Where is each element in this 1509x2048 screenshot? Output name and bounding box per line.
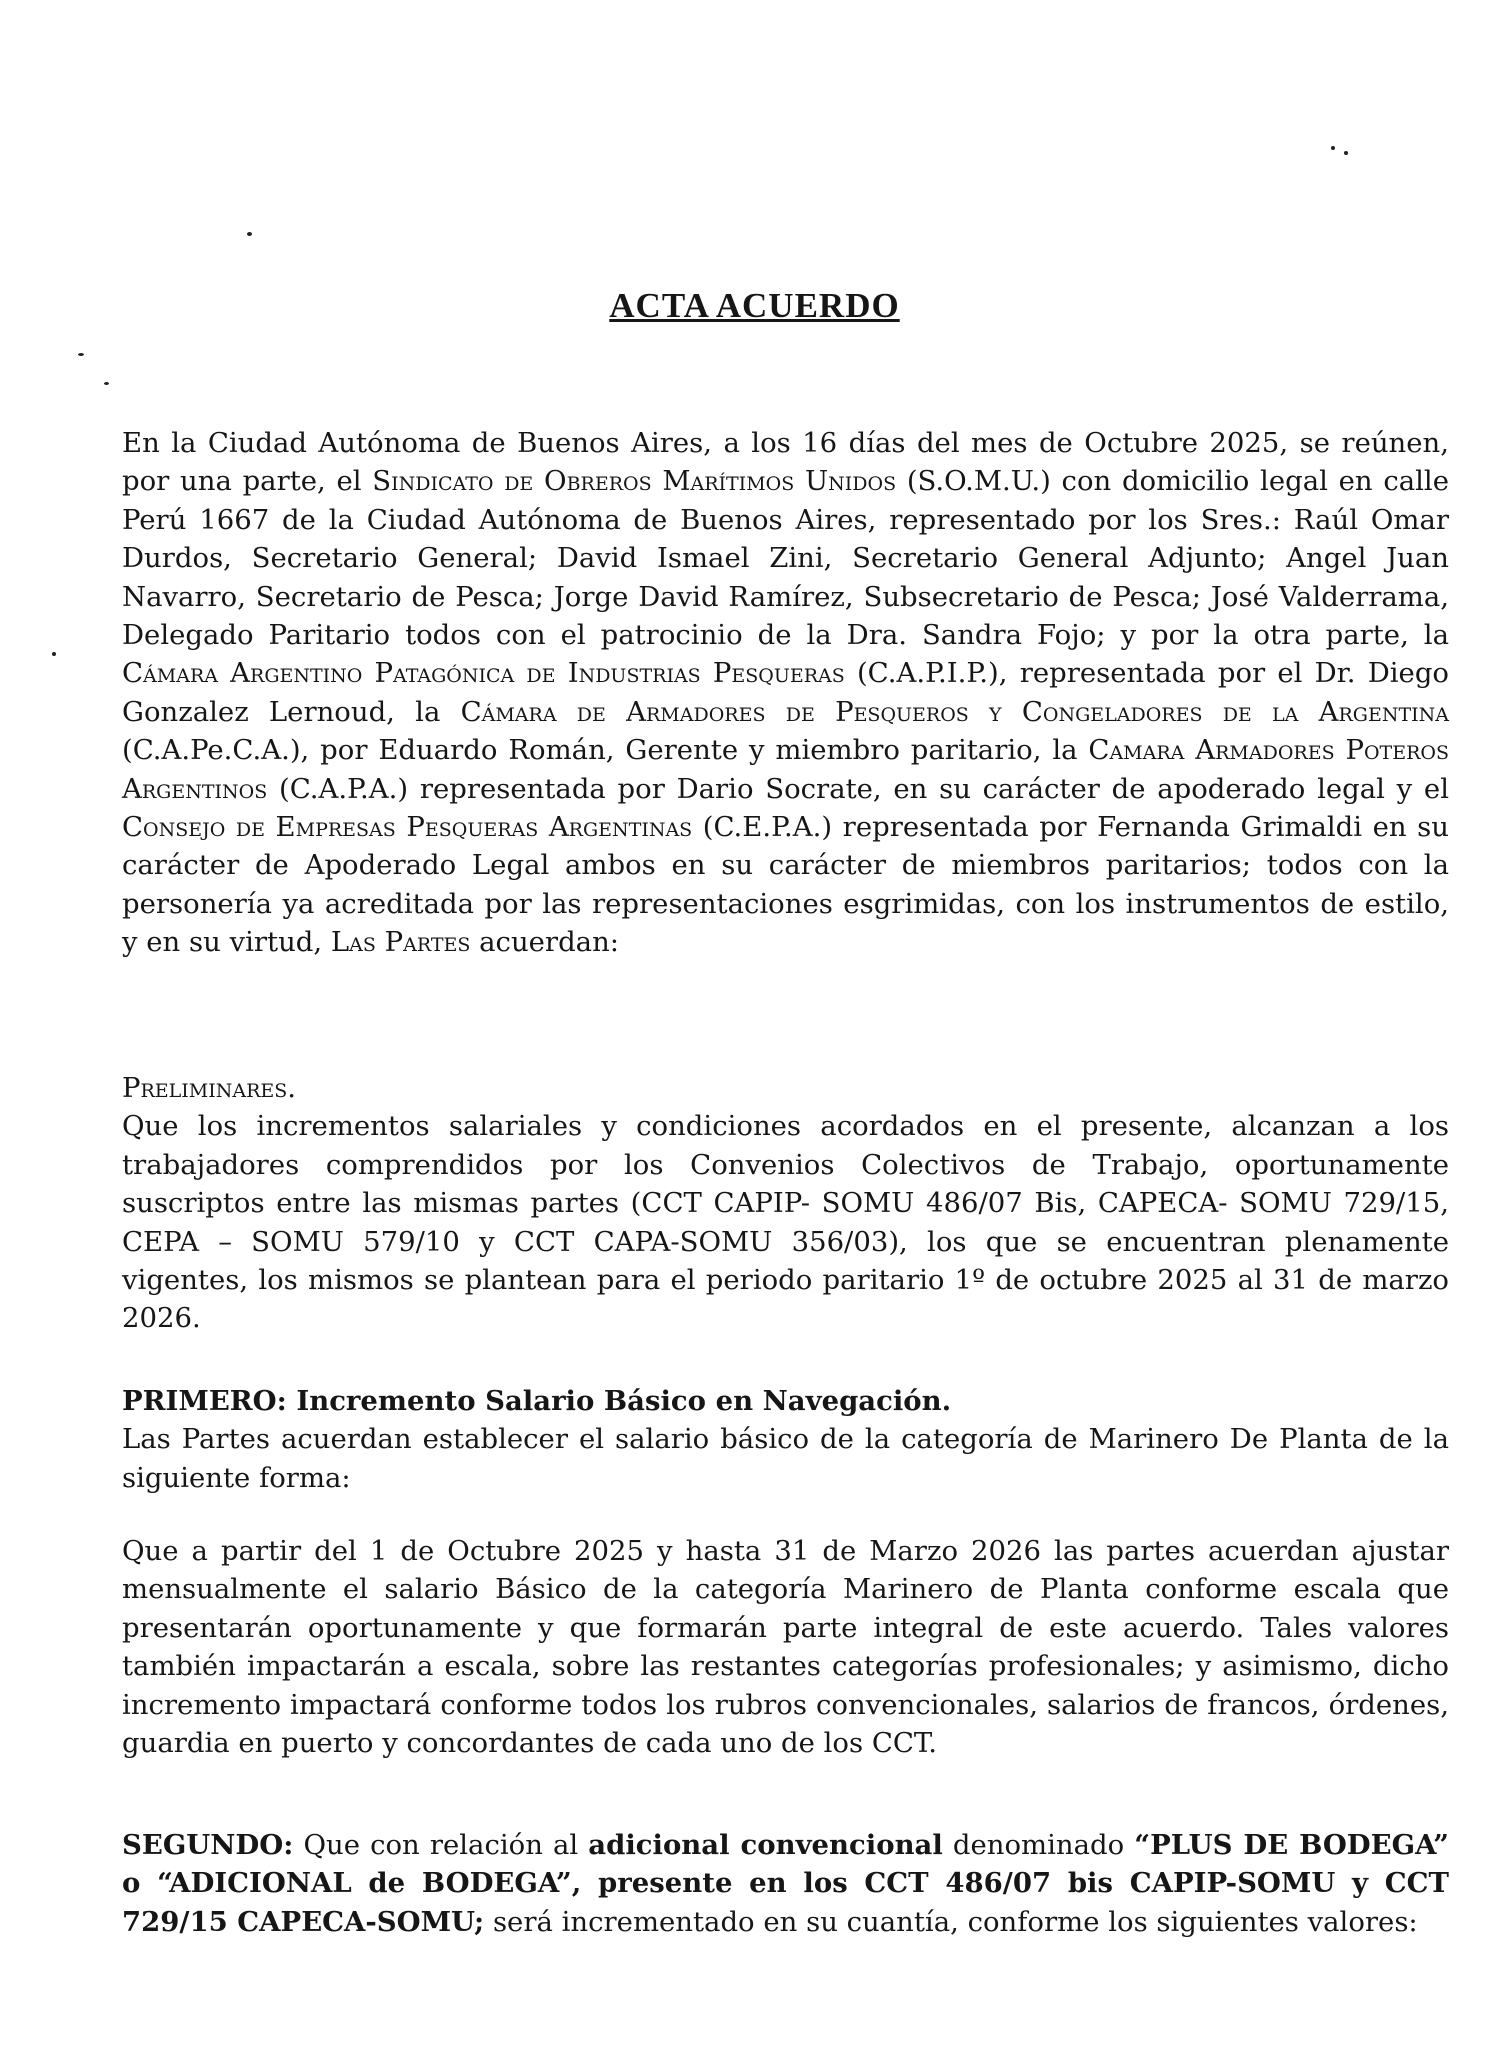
document-title: ACTA ACUERDO: [609, 286, 900, 325]
text-span: (C.E.P.A.) representada por Fernanda Grimaldi en su carácter de Apoderado Legal ambos en su carácter de miembros paritarios; todos con la personería ya acreditada por las representaciones esgrimidas, con los instrumentos de estilo, y en su virtud,: [122, 811, 1450, 959]
council-name: Consejo de Empresas Pesqueras Argentinas: [122, 811, 693, 844]
bold-term: “PLUS DE BODEGA” o “ADICIONAL de BODEGA”, presente en los CCT 486/07 bis CAPIP-SOMU y CCT 729/15 CAPECA-SOMU;: [122, 1829, 1449, 1938]
text-span: (C.A.P.I.P.), representada por el Dr. Diego Gonzalez Lernoud, la: [122, 657, 1449, 728]
text-span: Que con relación al: [293, 1829, 589, 1861]
section-label: SEGUNDO:: [122, 1829, 294, 1861]
text-span: (C.A.P.A.) representada por Dario Socrate, en su carácter de apoderado legal y el: [267, 772, 1449, 805]
text-span: acuerdan:: [470, 926, 620, 959]
section-body: Que a partir del 1 de Octubre 2025 y hasta 31 de Marzo 2026 las partes acuerdan ajustar mensualmente el salario Básico de la categoría Marinero de Planta conforme escala que presentarán oportunamente y que formarán parte integral de este acuerdo. Tales valores también impactarán a escala, sobre las restantes categorías profesionales; y asimismo, dicho incremento impactará conforme todos los rubros convencionales, salarios de francos, órdenes, guardia en puerto y concordantes de cada uno de los CCT.: [122, 1535, 1449, 1760]
text-span: denominado: [942, 1829, 1135, 1861]
scan-speck: [104, 382, 109, 385]
section-body: Que los incrementos salariales y condiciones acordados en el presente, alcanzan a los trabajadores comprendidos por los Convenios Colectivos de Trabajo, oportunamente suscriptos entre las mismas partes (CCT CAPIP- SOMU 486/07 Bis, CAPECA- SOMU 729/15, CEPA – SOMU 579/10 y CCT CAPA-SOMU 356/03), los que se encuentran plenamente vigentes, los mismos se plantean para el periodo paritario 1º de octubre 2025 al 31 de marzo 2026.: [122, 1110, 1449, 1335]
scan-speck: [1331, 146, 1335, 150]
chamber-name: Camara Armadores Poteros Argentinos: [122, 734, 1449, 805]
scan-speck: [1344, 151, 1348, 155]
segundo-section: [122, 1826, 1449, 1941]
scan-speck: [52, 652, 56, 656]
text-span: (C.A.Pe.C.A.), por Eduardo Román, Gerente y miembro paritario, la: [122, 734, 1089, 767]
primero-detail-paragraph: [122, 1532, 1449, 1762]
primero-section: [122, 1382, 1449, 1497]
scan-speck: [78, 353, 84, 356]
text-span: En la Ciudad Autónoma de Buenos Aires, a los 16 días del mes de Octubre 2025, se reúnen, por una parte, el: [122, 427, 1449, 498]
bold-term: adicional convencional: [588, 1829, 943, 1861]
section-heading: Preliminares.: [122, 1072, 297, 1104]
preliminares-section: [122, 1069, 1449, 1338]
opening-paragraph: [122, 424, 1449, 962]
chamber-name: Cámara de Armadores de Pesqueros y Congeladores de la Argentina: [460, 695, 1449, 728]
scan-speck: [247, 232, 252, 236]
parties-term: Las Partes: [330, 926, 471, 959]
union-name: Sindicato de Obreros Marítimos Unidos: [372, 465, 897, 498]
section-body: Las Partes acuerdan establecer el salario básico de la categoría de Marinero De Planta de la siguiente forma:: [122, 1423, 1449, 1494]
section-heading: PRIMERO: Incremento Salario Básico en Navegación.: [122, 1385, 952, 1417]
chamber-name: Cámara Argentino Patagónica de Industrias Pesqueras: [122, 657, 845, 690]
text-span: será incrementado en su cuantía, conforme los siguientes valores:: [484, 1905, 1418, 1938]
text-span: (S.O.M.U.) con domicilio legal en calle Perú 1667 de la Ciudad Autónoma de Buenos Aires, representado por los Sres.: Raúl Omar Durdos, Secretario General; David Ismael Zini, Secretario General Adjunto; Angel Juan Navarro, Secretario de Pesca; Jorge David Ramírez, Subsecretario de Pesca; José Valderrama, Delegado Paritario todos con el patrocinio de la Dra. Sandra Fojo; y por la otra parte, la: [122, 465, 1449, 652]
